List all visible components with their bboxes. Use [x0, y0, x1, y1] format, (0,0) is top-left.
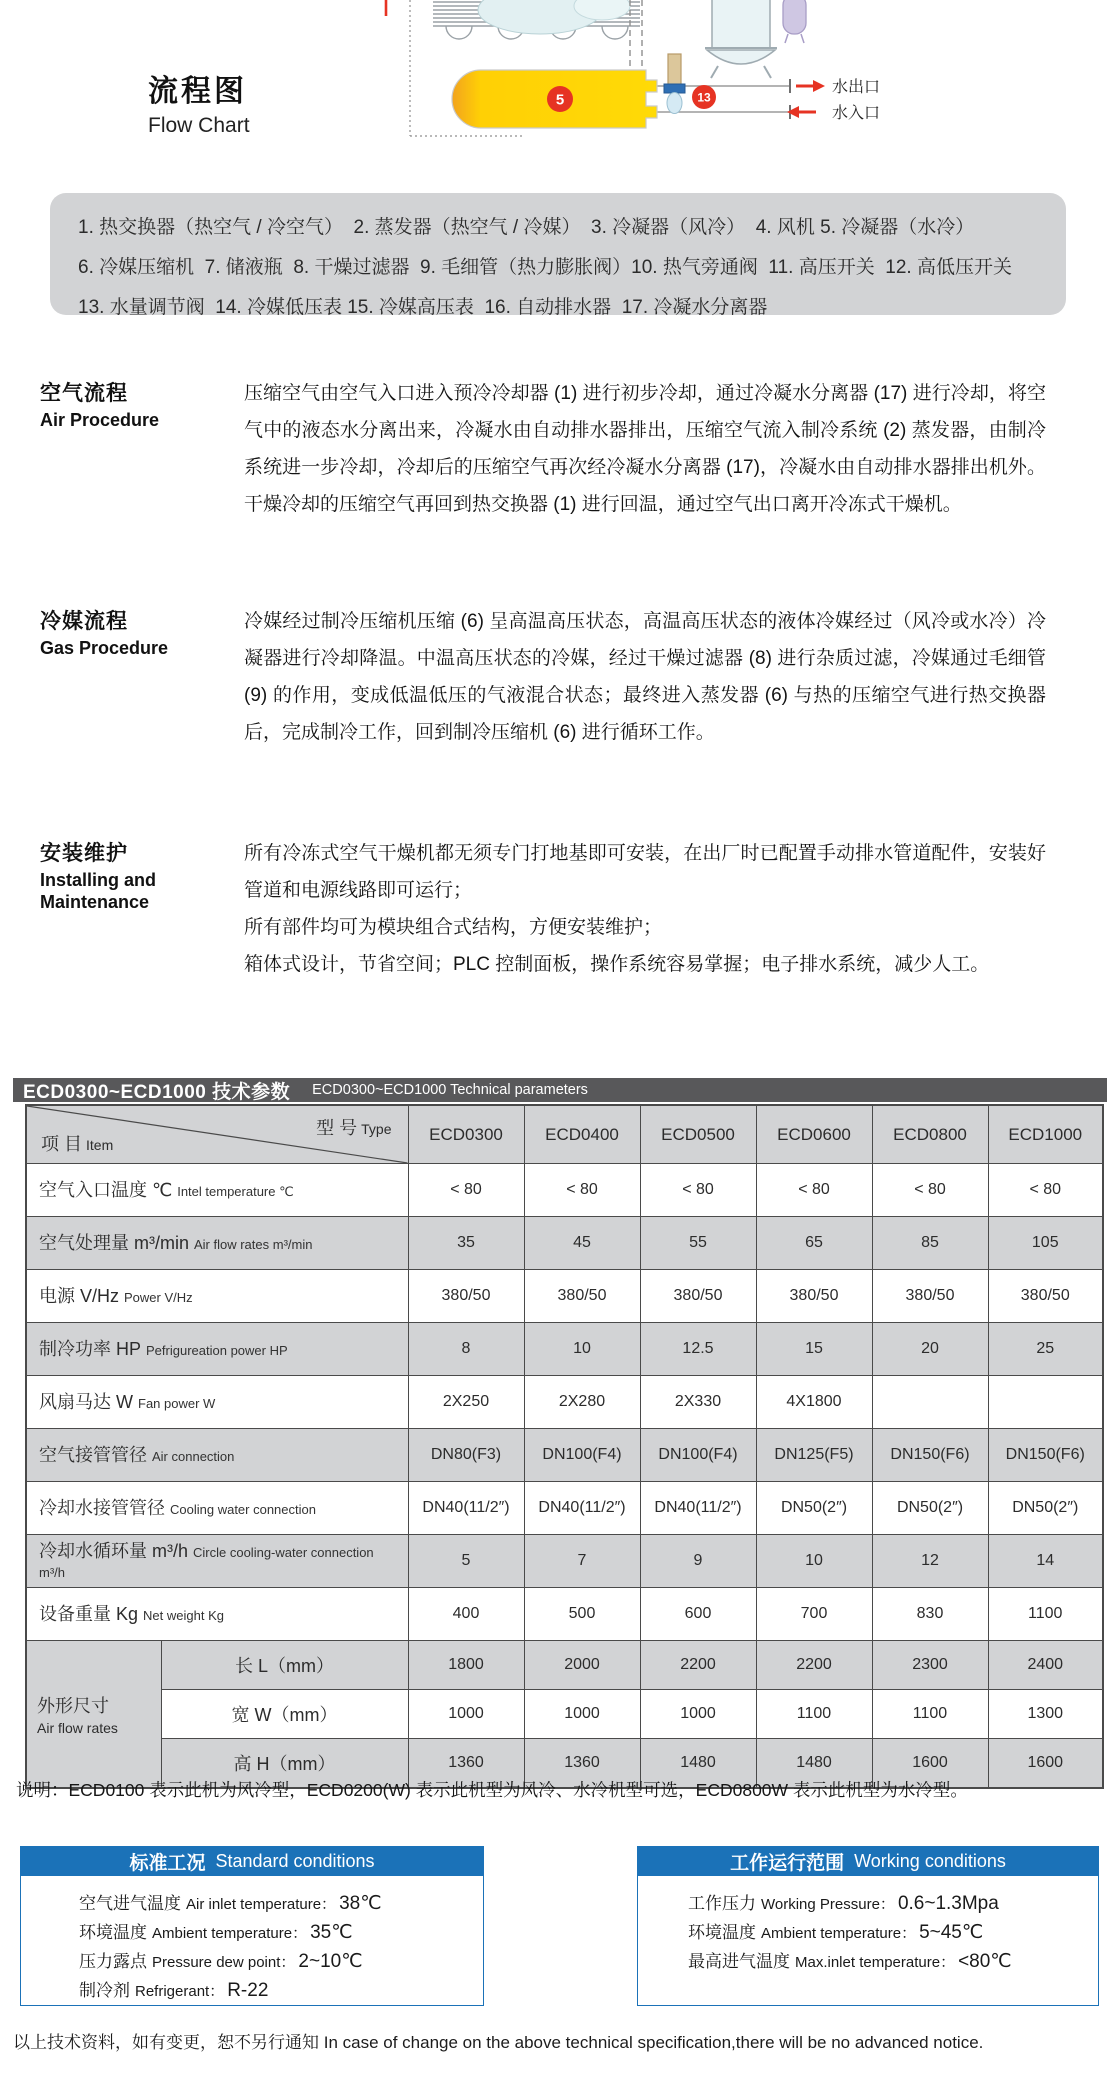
value-cell: 380/50 [756, 1270, 872, 1323]
working-conditions-title-zh: 工作运行范围 [730, 1852, 845, 1874]
value-cell: 2300 [872, 1641, 988, 1690]
component-legend [50, 193, 1066, 318]
table-row [26, 1535, 1103, 1588]
corner-item-en: Item [86, 1137, 114, 1153]
condition-value: 35℃ [310, 1922, 353, 1943]
corner-type-zh: 型 号 [316, 1118, 358, 1138]
model-header-cell: ECD0800 [872, 1105, 988, 1164]
legend-line-1: 1. 热交换器（热空气 / 冷空气） 2. 蒸发器（热空气 / 冷媒） 3. 冷凝器（风冷） 4. 风机 5. 冷凝器（水冷） [78, 217, 975, 238]
standard-conditions-header [20, 1846, 484, 1876]
corner-item-zh: 项 目 [41, 1134, 83, 1154]
table-corner-cell [26, 1105, 408, 1164]
condition-line [79, 1977, 483, 2006]
condition-label-zh: 最高进气温度 [688, 1952, 790, 1971]
disclaimer-footer: 以上技术资料，如有变更，恕不另行通知 In case of change on the above technical specification,there will be no advanced notice. [13, 2033, 984, 2052]
corner-type-en: Type [361, 1121, 392, 1137]
table-row [26, 1429, 1103, 1482]
value-cell: 10 [524, 1323, 640, 1376]
value-cell: 12 [872, 1535, 988, 1588]
value-cell: 9 [640, 1535, 756, 1588]
value-cell: 380/50 [524, 1270, 640, 1323]
working-conditions-header [637, 1846, 1099, 1876]
table-row [26, 1482, 1103, 1535]
condition-line [79, 1890, 483, 1919]
value-cell: 85 [872, 1217, 988, 1270]
row-label-cell [26, 1270, 408, 1323]
condition-label-zh: 环境温度 [688, 1923, 756, 1942]
row-label-en: Air flow rates m³/min [194, 1236, 313, 1252]
value-cell: 10 [756, 1535, 872, 1588]
row-label-zh: 空气接管管径 [39, 1444, 147, 1465]
install-line-3: 箱体式设计，节省空间；PLC 控制面板，操作系统容易掌握；电子排水系统，减少人工。 [244, 954, 990, 975]
install-heading-en: Installing and Maintenance [40, 870, 157, 912]
row-label-en: Fan power W [138, 1395, 216, 1411]
value-cell: 500 [524, 1588, 640, 1641]
value-cell: 600 [640, 1588, 756, 1641]
row-label-en: Air connection [152, 1448, 235, 1464]
condition-label-zh: 空气进气温度 [79, 1894, 181, 1913]
install-heading [40, 837, 235, 913]
value-cell: 2400 [988, 1641, 1103, 1690]
value-cell: 35 [408, 1217, 524, 1270]
value-cell: 1000 [408, 1690, 524, 1739]
value-cell: < 80 [756, 1164, 872, 1217]
value-cell: 20 [872, 1323, 988, 1376]
table-title-en: ECD0300~ECD1000 Technical parameters [312, 1082, 588, 1098]
value-cell: 5 [408, 1535, 524, 1588]
value-cell: 1600 [872, 1739, 988, 1789]
gas-procedure-body: 冷媒经过制冷压缩机压缩 (6) 呈高温高压状态，高温高压状态的液体冷媒经过（风冷或水冷）冷凝器进行冷却降温。中温高压状态的冷媒，经过干燥过滤器 (8) 进行杂质过滤，冷媒通过毛细管 (9) 的作用，变成低温低压的气液混合状态；最终进入蒸发器 (6) 与热的压缩空气进行热交换器后，完成制冷工作，回到制冷压缩机 (6) 进行循环工作。 [244, 611, 1046, 743]
row-label-zh: 冷却水接管管径 [39, 1497, 165, 1518]
value-cell: 380/50 [988, 1270, 1103, 1323]
row-label-cell [26, 1535, 408, 1588]
model-header-cell: ECD0400 [524, 1105, 640, 1164]
condition-value: 5~45℃ [919, 1922, 984, 1943]
value-cell: DN100(F4) [524, 1429, 640, 1482]
flow-chart-title-zh: 流程图 [148, 75, 247, 108]
row-label-en: Power V/Hz [124, 1289, 193, 1305]
corner-type-label [316, 1114, 391, 1140]
working-conditions-title-en: Working conditions [854, 1850, 1006, 1871]
technical-parameters-table [25, 1104, 1104, 1789]
value-cell: DN50(2″) [756, 1482, 872, 1535]
row-label-cell [26, 1482, 408, 1535]
value-cell: 380/50 [872, 1270, 988, 1323]
flow-chart-title-en: Flow Chart [148, 114, 250, 137]
receiver-tank [705, 0, 777, 78]
table-row [26, 1164, 1103, 1217]
value-cell: 1100 [756, 1690, 872, 1739]
water-outlet-arrow [796, 80, 825, 92]
air-procedure-heading-en: Air Procedure [40, 410, 160, 430]
working-conditions-body [637, 1876, 1099, 2006]
row-label-zh: 空气入口温度 ℃ [39, 1179, 173, 1200]
value-cell: DN40(11/2″) [524, 1482, 640, 1535]
value-cell: DN150(F6) [988, 1429, 1103, 1482]
value-cell [988, 1376, 1103, 1429]
value-cell: 105 [988, 1217, 1103, 1270]
model-header-cell: ECD0500 [640, 1105, 756, 1164]
value-cell: 7 [524, 1535, 640, 1588]
row-label-zh: 冷却水循环量 m³/h [39, 1540, 189, 1561]
row-label-zh: 电源 V/Hz [39, 1285, 120, 1306]
legend-line-2: 6. 冷媒压缩机 7. 储液瓶 8. 干燥过滤器 9. 毛细管（热力膨胀阀）10. 热气旁通阀 11. 高压开关 12. 高低压开关 [78, 257, 1012, 278]
row-label-en: Circle cooling-water connection m³/h [39, 1544, 374, 1580]
install-body [244, 835, 1046, 983]
value-cell: 1480 [756, 1739, 872, 1789]
tag-13-number: 13 [697, 90, 711, 105]
condition-line [688, 1948, 1098, 1977]
dimension-sublabel-cell: 宽 W（mm） [161, 1690, 408, 1739]
water-outlet-label: 水出口 [832, 79, 881, 96]
row-label-zh: 风扇马达 W [39, 1391, 133, 1412]
condition-label-zh: 工作压力 [688, 1894, 756, 1913]
row-label-zh: 空气处理量 m³/min [39, 1232, 189, 1253]
row-label-en: Net weight Kg [143, 1607, 224, 1623]
row-label-en: Pefrigureation power HP [146, 1342, 288, 1358]
model-header-cell: ECD1000 [988, 1105, 1103, 1164]
table-row [26, 1323, 1103, 1376]
table-row [26, 1588, 1103, 1641]
condition-line [79, 1948, 483, 1977]
value-cell: DN40(11/2″) [640, 1482, 756, 1535]
install-line-2: 所有部件均可为模块组合式结构，方便安装维护； [244, 917, 663, 938]
value-cell: 1300 [988, 1690, 1103, 1739]
value-cell: 1800 [408, 1641, 524, 1690]
condition-label-zh: 制冷剂 [79, 1981, 130, 2000]
standard-conditions-title-en: Standard conditions [215, 1850, 375, 1871]
install-heading-zh: 安装维护 [40, 842, 128, 865]
row-label-en: Intel temperature ℃ [177, 1183, 294, 1199]
table-title-zh: ECD0300~ECD1000 技术参数 [23, 1081, 291, 1103]
value-cell: 55 [640, 1217, 756, 1270]
table-row [26, 1376, 1103, 1429]
value-cell: DN50(2″) [988, 1482, 1103, 1535]
standard-conditions-title-zh: 标准工况 [129, 1852, 206, 1874]
value-cell: 830 [872, 1588, 988, 1641]
condition-label-en: Ambient temperature： [761, 1925, 917, 1942]
legend-line-3: 13. 水量调节阀 14. 冷媒低压表 15. 冷媒高压表 16. 自动排水器 17. 冷凝水分离器 [78, 297, 768, 318]
value-cell: DN150(F6) [872, 1429, 988, 1482]
value-cell: DN80(F3) [408, 1429, 524, 1482]
value-cell: DN40(11/2″) [408, 1482, 524, 1535]
value-cell: 2X330 [640, 1376, 756, 1429]
condition-value: <80℃ [958, 1951, 1012, 1972]
row-label-cell [26, 1323, 408, 1376]
condition-value: 2~10℃ [298, 1951, 363, 1972]
value-cell: 2200 [640, 1641, 756, 1690]
row-label-cell [26, 1376, 408, 1429]
value-cell: 400 [408, 1588, 524, 1641]
condition-line [688, 1919, 1098, 1948]
tag-5-number: 5 [555, 91, 565, 109]
table-row [26, 1217, 1103, 1270]
water-inlet-label: 水入口 [832, 105, 881, 122]
value-cell: < 80 [872, 1164, 988, 1217]
condition-line [79, 1919, 483, 1948]
value-cell: 4X1800 [756, 1376, 872, 1429]
dimension-row [26, 1641, 1103, 1690]
condition-label-en: Working Pressure： [761, 1896, 895, 1913]
water-inlet-arrow [787, 106, 816, 118]
water-regulating-valve [664, 54, 685, 114]
row-label-cell [26, 1164, 408, 1217]
filter-capsule [783, 0, 806, 43]
standard-conditions-body [20, 1876, 484, 2006]
gas-procedure-heading-en: Gas Procedure [40, 638, 169, 658]
corner-item-label [41, 1130, 113, 1156]
value-cell: 1360 [524, 1739, 640, 1789]
working-conditions-box [637, 1846, 1099, 2006]
condition-label-en: Pressure dew point： [152, 1954, 296, 1971]
value-cell: 1480 [640, 1739, 756, 1789]
value-cell: 380/50 [640, 1270, 756, 1323]
value-cell: 15 [756, 1323, 872, 1376]
value-cell: 65 [756, 1217, 872, 1270]
table-row [26, 1270, 1103, 1323]
condition-value: 0.6~1.3Mpa [897, 1893, 999, 1914]
air-procedure-heading-zh: 空气流程 [40, 382, 128, 405]
value-cell [872, 1376, 988, 1429]
condition-label-zh: 压力露点 [79, 1952, 147, 1971]
table-note: 说明：ECD0100 表示此机为风冷型，ECD0200(W) 表示此机型为风冷、水冷机型可选，ECD0800W 表示此机型为水冷型。 [16, 1780, 968, 1800]
install-line-1: 所有冷冻式空气干燥机都无须专门打地基即可安装，在出厂时已配置手动排水管道配件，安装好管道和电源线路即可运行； [244, 843, 1046, 901]
condition-value: R-22 [227, 1980, 269, 2001]
gas-procedure-heading [40, 605, 235, 659]
table-header-row [26, 1105, 1103, 1164]
row-label-zh: 制冷功率 HP [39, 1338, 142, 1359]
value-cell: 1100 [988, 1588, 1103, 1641]
value-cell: 45 [524, 1217, 640, 1270]
flow-chart-title [148, 66, 250, 138]
value-cell: < 80 [640, 1164, 756, 1217]
condition-line [688, 1890, 1098, 1919]
row-label-cell [26, 1429, 408, 1482]
value-cell: 2X250 [408, 1376, 524, 1429]
row-label-cell [26, 1588, 408, 1641]
value-cell: 1360 [408, 1739, 524, 1789]
dimensions-label-en: Air flow rates [37, 1720, 118, 1736]
condition-label-en: Refrigerant： [135, 1983, 225, 2000]
value-cell: 12.5 [640, 1323, 756, 1376]
condition-label-en: Max.inlet temperature： [795, 1954, 956, 1971]
value-cell: < 80 [408, 1164, 524, 1217]
row-label-zh: 设备重量 Kg [39, 1603, 139, 1624]
value-cell: 14 [988, 1535, 1103, 1588]
condition-label-en: Air inlet temperature： [186, 1896, 337, 1913]
dimension-sublabel-cell: 长 L（mm） [161, 1641, 408, 1690]
value-cell: < 80 [524, 1164, 640, 1217]
value-cell: DN125(F5) [756, 1429, 872, 1482]
condition-value: 38℃ [339, 1893, 382, 1914]
value-cell: 8 [408, 1323, 524, 1376]
standard-conditions-box [20, 1846, 484, 2006]
dimensions-label-zh: 外形尺寸 [37, 1696, 109, 1716]
dimension-row [26, 1690, 1103, 1739]
dimension-sublabel-cell: 高 H（mm） [161, 1739, 408, 1789]
row-label-en: Cooling water connection [170, 1501, 316, 1517]
model-header-cell: ECD0300 [408, 1105, 524, 1164]
value-cell: 2200 [756, 1641, 872, 1690]
corner-inner [27, 1106, 408, 1163]
air-procedure-heading [40, 377, 235, 431]
value-cell: DN50(2″) [872, 1482, 988, 1535]
value-cell: 25 [988, 1323, 1103, 1376]
row-label-cell [26, 1217, 408, 1270]
gas-procedure-heading-zh: 冷媒流程 [40, 610, 128, 633]
condition-label-zh: 环境温度 [79, 1923, 147, 1942]
value-cell: 2X280 [524, 1376, 640, 1429]
model-header-cell: ECD0600 [756, 1105, 872, 1164]
air-procedure-body: 压缩空气由空气入口进入预冷冷却器 (1) 进行初步冷却，通过冷凝水分离器 (17) 进行冷却，将空气中的液态水分离出来，冷凝水由自动排水器排出，压缩空气流入制冷系统 (2) 蒸发器，由制冷系统进一步冷却，冷却后的压缩空气再次经冷凝水分离器 (17)，冷凝水由自动排水器排出机外。干燥冷却的压缩空气再回到热交换器 (1) 进行回温，通过空气出口离开冷冻式干燥机。 [244, 383, 1046, 515]
value-cell: 2000 [524, 1641, 640, 1690]
value-cell: DN100(F4) [640, 1429, 756, 1482]
value-cell: 1000 [524, 1690, 640, 1739]
table-title-bar [13, 1078, 1107, 1102]
value-cell: < 80 [988, 1164, 1103, 1217]
value-cell: 1000 [640, 1690, 756, 1739]
dimensions-label-cell [26, 1641, 161, 1789]
value-cell: 700 [756, 1588, 872, 1641]
value-cell: 1600 [988, 1739, 1103, 1789]
value-cell: 380/50 [408, 1270, 524, 1323]
condition-label-en: Ambient temperature： [152, 1925, 308, 1942]
value-cell: 1100 [872, 1690, 988, 1739]
